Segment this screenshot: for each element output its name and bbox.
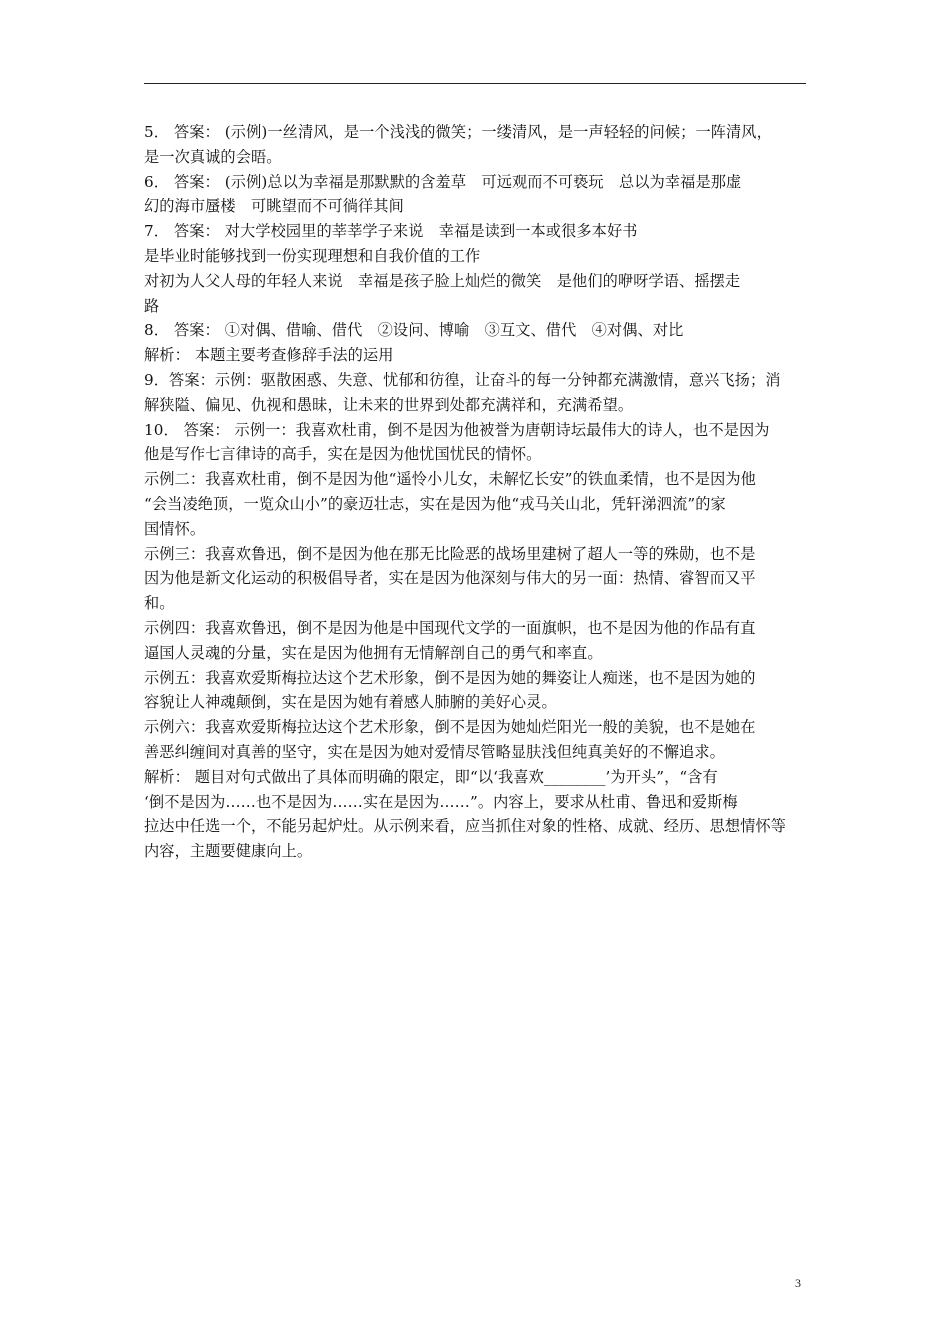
text-line: “会当凌绝顶，一览众山小”的豪迈壮志，实在是因为他“戎马关山北，凭轩涕泗流”的家 [144, 494, 726, 513]
text-line: 逼国人灵魂的分量，实在是因为他拥有无情解剖自己的勇气和率直。 [144, 643, 603, 662]
text-line: 解析： 题目对句式做出了具体而明确的限定，即“以‘我喜欢________’为开头”，“含有 [144, 767, 718, 786]
text-line: 6． 答案： (示例)总以为幸福是那默默的含羞草 可远观而不可亵玩 总以为幸福是那虚 [144, 172, 742, 191]
text-line: 示例六：我喜欢爱斯梅拉达这个艺术形象，倒不是因为她灿烂阳光一般的美貌，也不是她在 [144, 718, 756, 737]
text-line: 善恶纠缠间对真善的坚守，实在是因为她对爱情尽管略显肤浅但纯真美好的不懈追求。 [144, 742, 725, 761]
text-line: 9．答案：示例：驱散困惑、失意、忧郁和彷徨，让奋斗的每一分钟都充满激情，意兴飞扬；消 [144, 370, 781, 389]
text-line: 容貌让人神魂颠倒，实在是因为她有着感人肺腑的美好心灵。 [144, 693, 557, 712]
text-line: 示例三：我喜欢鲁迅，倒不是因为他在那无比险恶的战场里建树了超人一等的殊勋，也不是 [144, 544, 756, 563]
text-line: ‘倒不是因为……也不是因为……实在是因为……”。内容上，要求从杜甫、鲁迅和爱斯梅 [144, 792, 738, 811]
text-line: 他是写作七言律诗的高手，实在是因为他忧国忧民的情怀。 [144, 445, 542, 464]
text-line: 内容，主题要健康向上。 [144, 842, 313, 861]
text-line: 7． 答案： 对大学校园里的莘莘学子来说 幸福是读到一本或很多本好书 [144, 222, 638, 241]
text-line: 是毕业时能够找到一份实现理想和自我价值的工作 [144, 246, 481, 265]
text-line: 和。 [144, 594, 175, 613]
text-line: 解析： 本题主要考查修辞手法的运用 [144, 346, 394, 365]
text-line: 解狭隘、偏见、仇视和愚昧，让未来的世界到处都充满祥和，充满希望。 [144, 395, 634, 414]
header-rule [144, 83, 806, 84]
text-line: 因为他是新文化运动的积极倡导者，实在是因为他深刻与伟大的另一面：热情、睿智而又平 [144, 569, 756, 588]
text-line: 8． 答案： ①对偶、借喻、借代 ②设问、博喻 ③互文、借代 ④对偶、对比 [144, 321, 684, 340]
text-line: 示例五：我喜欢爱斯梅拉达这个艺术形象，倒不是因为她的舞姿让人痴迷，也不是因为她的 [144, 668, 756, 687]
page-number: 3 [795, 1276, 801, 1290]
text-line: 对初为人父人母的年轻人来说 幸福是孩子脸上灿烂的微笑 是他们的咿呀学语、摇摆走 [144, 271, 741, 290]
answer-text-body [144, 120, 808, 864]
text-line: 路 [144, 296, 160, 315]
text-line: 示例二：我喜欢杜甫，倒不是因为他“遥怜小儿女，未解忆长安”的铁血柔情，也不是因为他 [144, 470, 756, 489]
text-line: 5． 答案： (示例)一丝清风，是一个浅浅的微笑；一缕清风，是一声轻轻的问候；一阵清风， [144, 123, 772, 141]
text-line: 示例四：我喜欢鲁迅，倒不是因为他是中国现代文学的一面旗帜，也不是因为他的作品有直 [144, 618, 756, 637]
text-line: 10． 答案： 示例一：我喜欢杜甫，倒不是因为他被誉为唐朝诗坛最伟大的诗人，也不是因为 [144, 420, 770, 439]
text-line: 幻的海市蜃楼 可眺望而不可徜徉其间 [144, 197, 404, 216]
text-line: 拉达中任选一个，不能另起炉灶。从示例来看，应当抓住对象的性格、成就、经历、思想情怀等 [144, 817, 787, 836]
text-line: 国情怀。 [144, 519, 206, 538]
text-line: 是一次真诚的会晤。 [144, 147, 282, 166]
